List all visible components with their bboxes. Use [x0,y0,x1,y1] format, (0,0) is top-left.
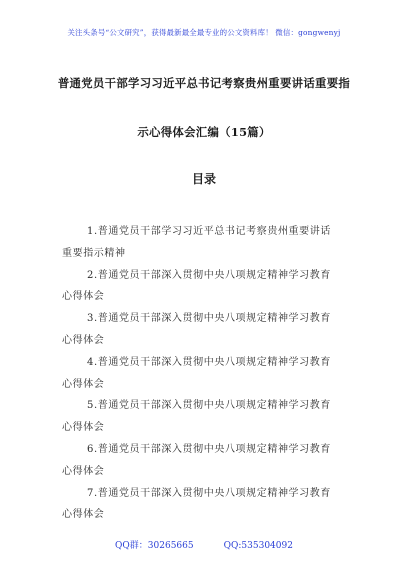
toc-item-title-continued: 心得体会 [62,378,105,390]
document-title-line-1: 普通党员干部学习习近平总书记考察贵州重要讲话重要指 [57,76,351,90]
toc-item-title-continued: 心得体会 [62,291,105,303]
toc-item-title: 7.普通党员干部深入贯彻中央八项规定精神学习教育 [87,487,331,499]
toc-item-7 [0,483,408,527]
toc-item-title-continued: 心得体会 [62,422,105,434]
toc-item-title: 2.普通党员干部深入贯彻中央八项规定精神学习教育 [87,269,331,281]
toc-item-title-continued: 心得体会 [62,334,105,346]
footer-qq: QQ:535304092 [223,541,293,551]
toc-item-title: 1.普通党员干部学习习近平总书记考察贵州重要讲话 [87,226,331,237]
header-banner: 关注头条号“公文研究”，获得最新最全最专业的公文资料库！ 微信：gongwenyj [67,28,341,37]
toc-item-6 [0,439,408,483]
toc-heading: 目录 [191,172,216,186]
toc-item-2 [0,265,408,309]
toc-item-title-continued: 心得体会 [62,509,105,521]
toc-item-3 [0,308,408,352]
toc-item-title-continued: 重要指示精神 [62,247,126,259]
toc-item-title: 5.普通党员干部深入贯彻中央八项规定精神学习教育 [87,400,331,412]
toc-item-title-continued: 心得体会 [62,465,105,477]
toc-item-title: 3.普通党员干部深入贯彻中央八项规定精神学习教育 [87,313,331,325]
toc-item-title: 6.普通党员干部深入贯彻中央八项规定精神学习教育 [87,443,331,455]
toc-item-title: 4.普通党员干部深入贯彻中央八项规定精神学习教育 [87,356,331,368]
footer-qq-group: QQ群：30265665 [115,541,194,551]
toc-item-1 [0,221,408,265]
document-title-line-2: 示心得体会汇编（15篇） [137,125,271,139]
toc-item-5 [0,395,408,439]
toc-item-4 [0,352,408,396]
footer-contact [0,538,408,551]
table-of-contents [0,221,408,526]
